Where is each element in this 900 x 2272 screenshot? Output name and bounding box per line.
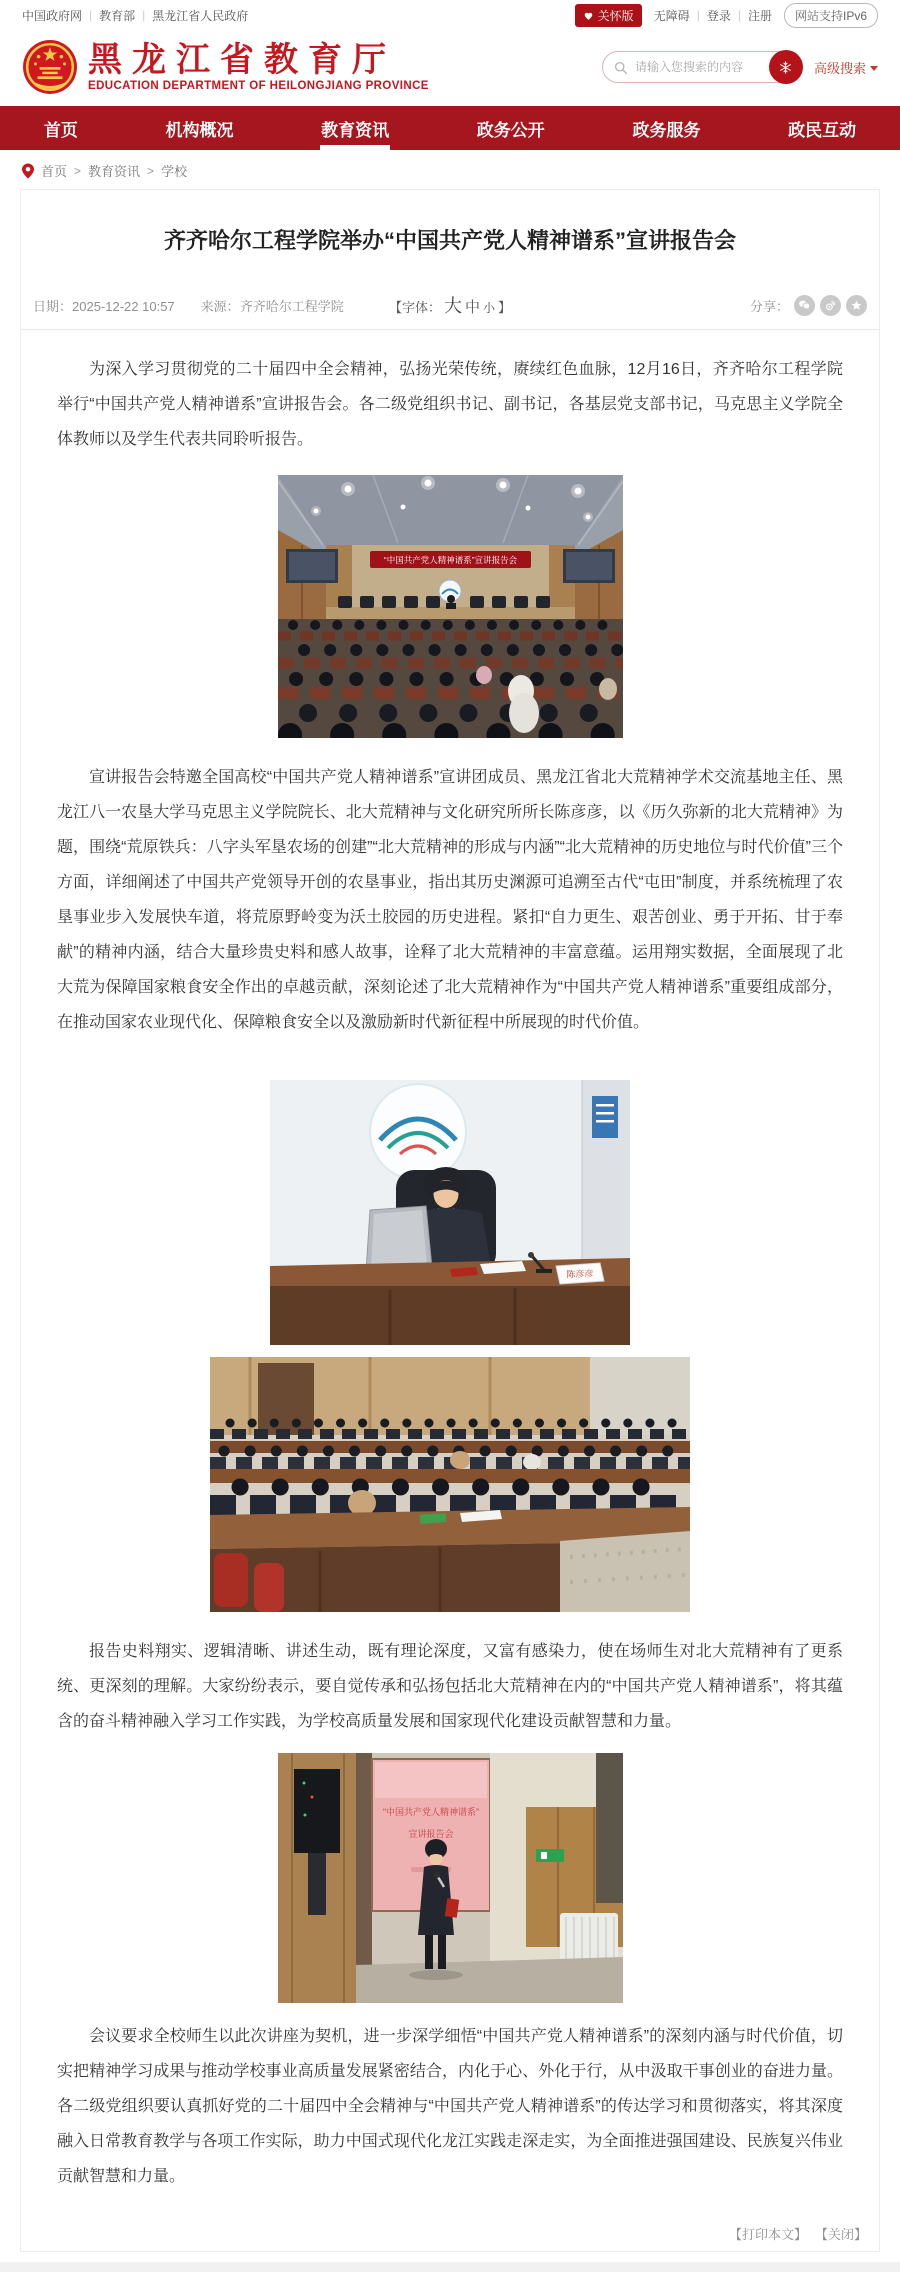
font-size-label: 【字体： [388, 300, 441, 315]
national-emblem-logo [22, 39, 78, 95]
topbar-link-china-gov[interactable]: 中国政府网 [22, 8, 83, 23]
font-size-large-button[interactable]: 大 [443, 296, 462, 316]
site-header [0, 30, 900, 106]
article-photo-4 [21, 1753, 879, 2003]
nav-item-overview[interactable]: 机构概况 [165, 120, 234, 140]
font-size-controls [389, 292, 511, 318]
ipv6-badge[interactable]: 网站支持IPv6 [784, 3, 878, 28]
source-label: 来源： [200, 298, 240, 314]
login-link[interactable]: 登录 [706, 8, 731, 23]
accessibility-link[interactable]: 无障碍 [653, 8, 690, 23]
nav-item-public-interaction[interactable]: 政民互动 [788, 120, 857, 140]
main-navigation [0, 106, 900, 150]
advanced-search-label: 高级搜索 [813, 60, 866, 76]
article-photo-3 [21, 1357, 879, 1612]
article-paragraph-4: 会议要求全校师生以此次讲座为契机，进一步深学细悟“中国共产党人精神谱系”的深刻内涵与时代价值，切实把精神学习成果与推动学校事业高质量发展紧密结合，内化于心、外化于行，从中汲取干事创业的奋进力量。各二级党组织要认真抓好党的二十届四中全会精神与“中国共产党人精神谱系”的传达学习和贯彻落实，将其深度融入日常教育教学与各项工作实际，助力中国式现代化龙江实践走深走实，为全面推进强国建设、民族复兴伟业贡献智慧和力量。 [57, 2028, 843, 2185]
font-size-label-close: 】 [498, 300, 512, 315]
page-footer-edge [0, 2262, 900, 2272]
article-date: 2025-12-22 10:57 [72, 298, 175, 314]
date-label: 日期： [33, 298, 73, 314]
separator: | [696, 8, 700, 22]
separator: | [89, 8, 93, 22]
article-photo-1 [21, 475, 879, 738]
separator: | [737, 8, 741, 22]
top-utility-bar [0, 0, 900, 30]
article-actions [33, 2224, 867, 2243]
search-box[interactable] [602, 51, 802, 83]
care-version-label: 关怀版 [597, 8, 634, 23]
article-title: 齐齐哈尔工程学院举办“中国共产党人精神谱系”宣讲报告会 [163, 228, 736, 253]
article-panel [20, 189, 880, 2252]
photo4-screen-line1: “中国共产党人精神谱系” [382, 1807, 479, 1817]
chevron-down-icon [870, 66, 878, 71]
site-brand[interactable] [22, 39, 429, 95]
care-heart-icon [583, 10, 594, 21]
snowflake-icon [777, 59, 794, 76]
breadcrumb-education-news[interactable]: 教育资讯 [88, 164, 141, 179]
nav-item-home[interactable]: 首页 [43, 120, 78, 140]
share-weibo-button[interactable] [820, 295, 841, 316]
star-icon [850, 299, 863, 312]
register-link[interactable]: 注册 [747, 8, 772, 23]
topbar-link-moe[interactable]: 教育部 [99, 8, 136, 23]
article-meta-left [33, 296, 344, 315]
location-pin-icon [22, 163, 34, 179]
article-paragraph-1: 为深入学习贯彻党的二十届四中全会精神，弘扬光荣传统，赓续红色血脉，12月16日，齐齐哈尔工程学院举行“中国共产党人精神谱系”宣讲报告会。各二级党组织书记、副书记，各基层党支部书记，马克思主义学院全体教师以及学生代表共同聆听报告。 [57, 361, 843, 448]
brand-text [88, 42, 429, 92]
font-size-small-button[interactable]: 小 [483, 301, 496, 315]
breadcrumb-school[interactable]: 学校 [161, 164, 188, 179]
weibo-icon [824, 299, 837, 312]
share-controls [750, 295, 867, 316]
share-qzone-button[interactable] [846, 295, 867, 316]
topbar-link-hlj-gov[interactable]: 黑龙江省人民政府 [152, 8, 249, 23]
wechat-icon [798, 299, 811, 312]
font-size-medium-button[interactable]: 中 [464, 299, 480, 316]
article-photo-2 [21, 1080, 879, 1345]
search-input[interactable] [633, 59, 763, 75]
photo2-name-card-text: 陈彦彦 [566, 1268, 594, 1280]
search-area [602, 51, 878, 83]
photo1-banner-text: “中国共产党人精神谱系”宣讲报告会 [383, 555, 517, 565]
separator: | [142, 8, 146, 22]
breadcrumb [22, 150, 878, 189]
article-paragraph-3: 报告史料翔实、逻辑清晰、讲述生动，既有理论深度，又富有感染力，使在场师生对北大荒精神有了更系统、更深刻的理解。大家纷纷表示，要自觉传承和弘扬包括北大荒精神在内的“中国共产党人精神谱系”，将其蕴含的奋斗精神融入学习工作实践，为学校高质量发展和国家现代化建设贡献智慧和力量。 [57, 1643, 843, 1730]
breadcrumb-home[interactable]: 首页 [41, 164, 68, 179]
share-label: 分享： [749, 298, 789, 314]
care-version-button[interactable] [575, 4, 642, 27]
breadcrumb-separator: > [147, 163, 155, 178]
photo4-screen-line2: 宣讲报告会 [407, 1829, 454, 1839]
article-meta-row [33, 294, 867, 316]
nav-item-gov-disclosure[interactable]: 政务公开 [476, 120, 545, 140]
article-source: 齐齐哈尔工程学院 [239, 298, 344, 314]
site-title: 黑龙江省教育厅 [88, 41, 396, 79]
search-submit-button[interactable] [769, 50, 803, 84]
meta-divider [21, 329, 879, 330]
site-title-english: EDUCATION DEPARTMENT OF HEILONGJIANG PROVINCE [88, 80, 429, 92]
nav-item-gov-services[interactable]: 政务服务 [632, 120, 701, 140]
advanced-search-link[interactable] [814, 58, 878, 77]
breadcrumb-separator: > [74, 163, 82, 178]
search-icon [613, 60, 628, 75]
nav-item-education-news[interactable]: 教育资讯 [309, 106, 401, 150]
close-article-button[interactable]: 【关闭】 [814, 2227, 867, 2242]
share-wechat-button[interactable] [794, 295, 815, 316]
article-paragraph-2: 宣讲报告会特邀全国高校“中国共产党人精神谱系”宣讲团成员、黑龙江省北大荒精神学术交流基地主任、黑龙江八一农垦大学马克思主义学院院长、北大荒精神与文化研究所所长陈彦彦，以《历久弥新的北大荒精神》为题，围绕“荒原铁兵：八字头军垦农场的创建”“北大荒精神的形成与内涵”“北大荒精神的历史地位与时代价值”三个方面，详细阐述了中国共产党领导开创的农垦事业，指出其历史渊源可追溯至古代“屯田”制度，并系统梳理了农垦事业步入发展快车道，将荒原野岭变为沃土胶园的历史进程。紧扣“自力更生、艰苦创业、勇于开拓、甘于奉献”的精神内涵，结合大量珍贵史料和感人故事，诠释了北大荒精神的丰富意蕴。运用翔实数据，全面展现了北大荒为保障国家粮食安全作出的卓越贡献，深刻论述了北大荒精神作为“中国共产党人精神谱系”重要组成部分，在推动国家农业现代化、保障粮食安全以及激励新时代新征程中所展现的时代价值。 [57, 769, 843, 1031]
print-article-button[interactable]: 【打印本文】 [728, 2227, 807, 2242]
